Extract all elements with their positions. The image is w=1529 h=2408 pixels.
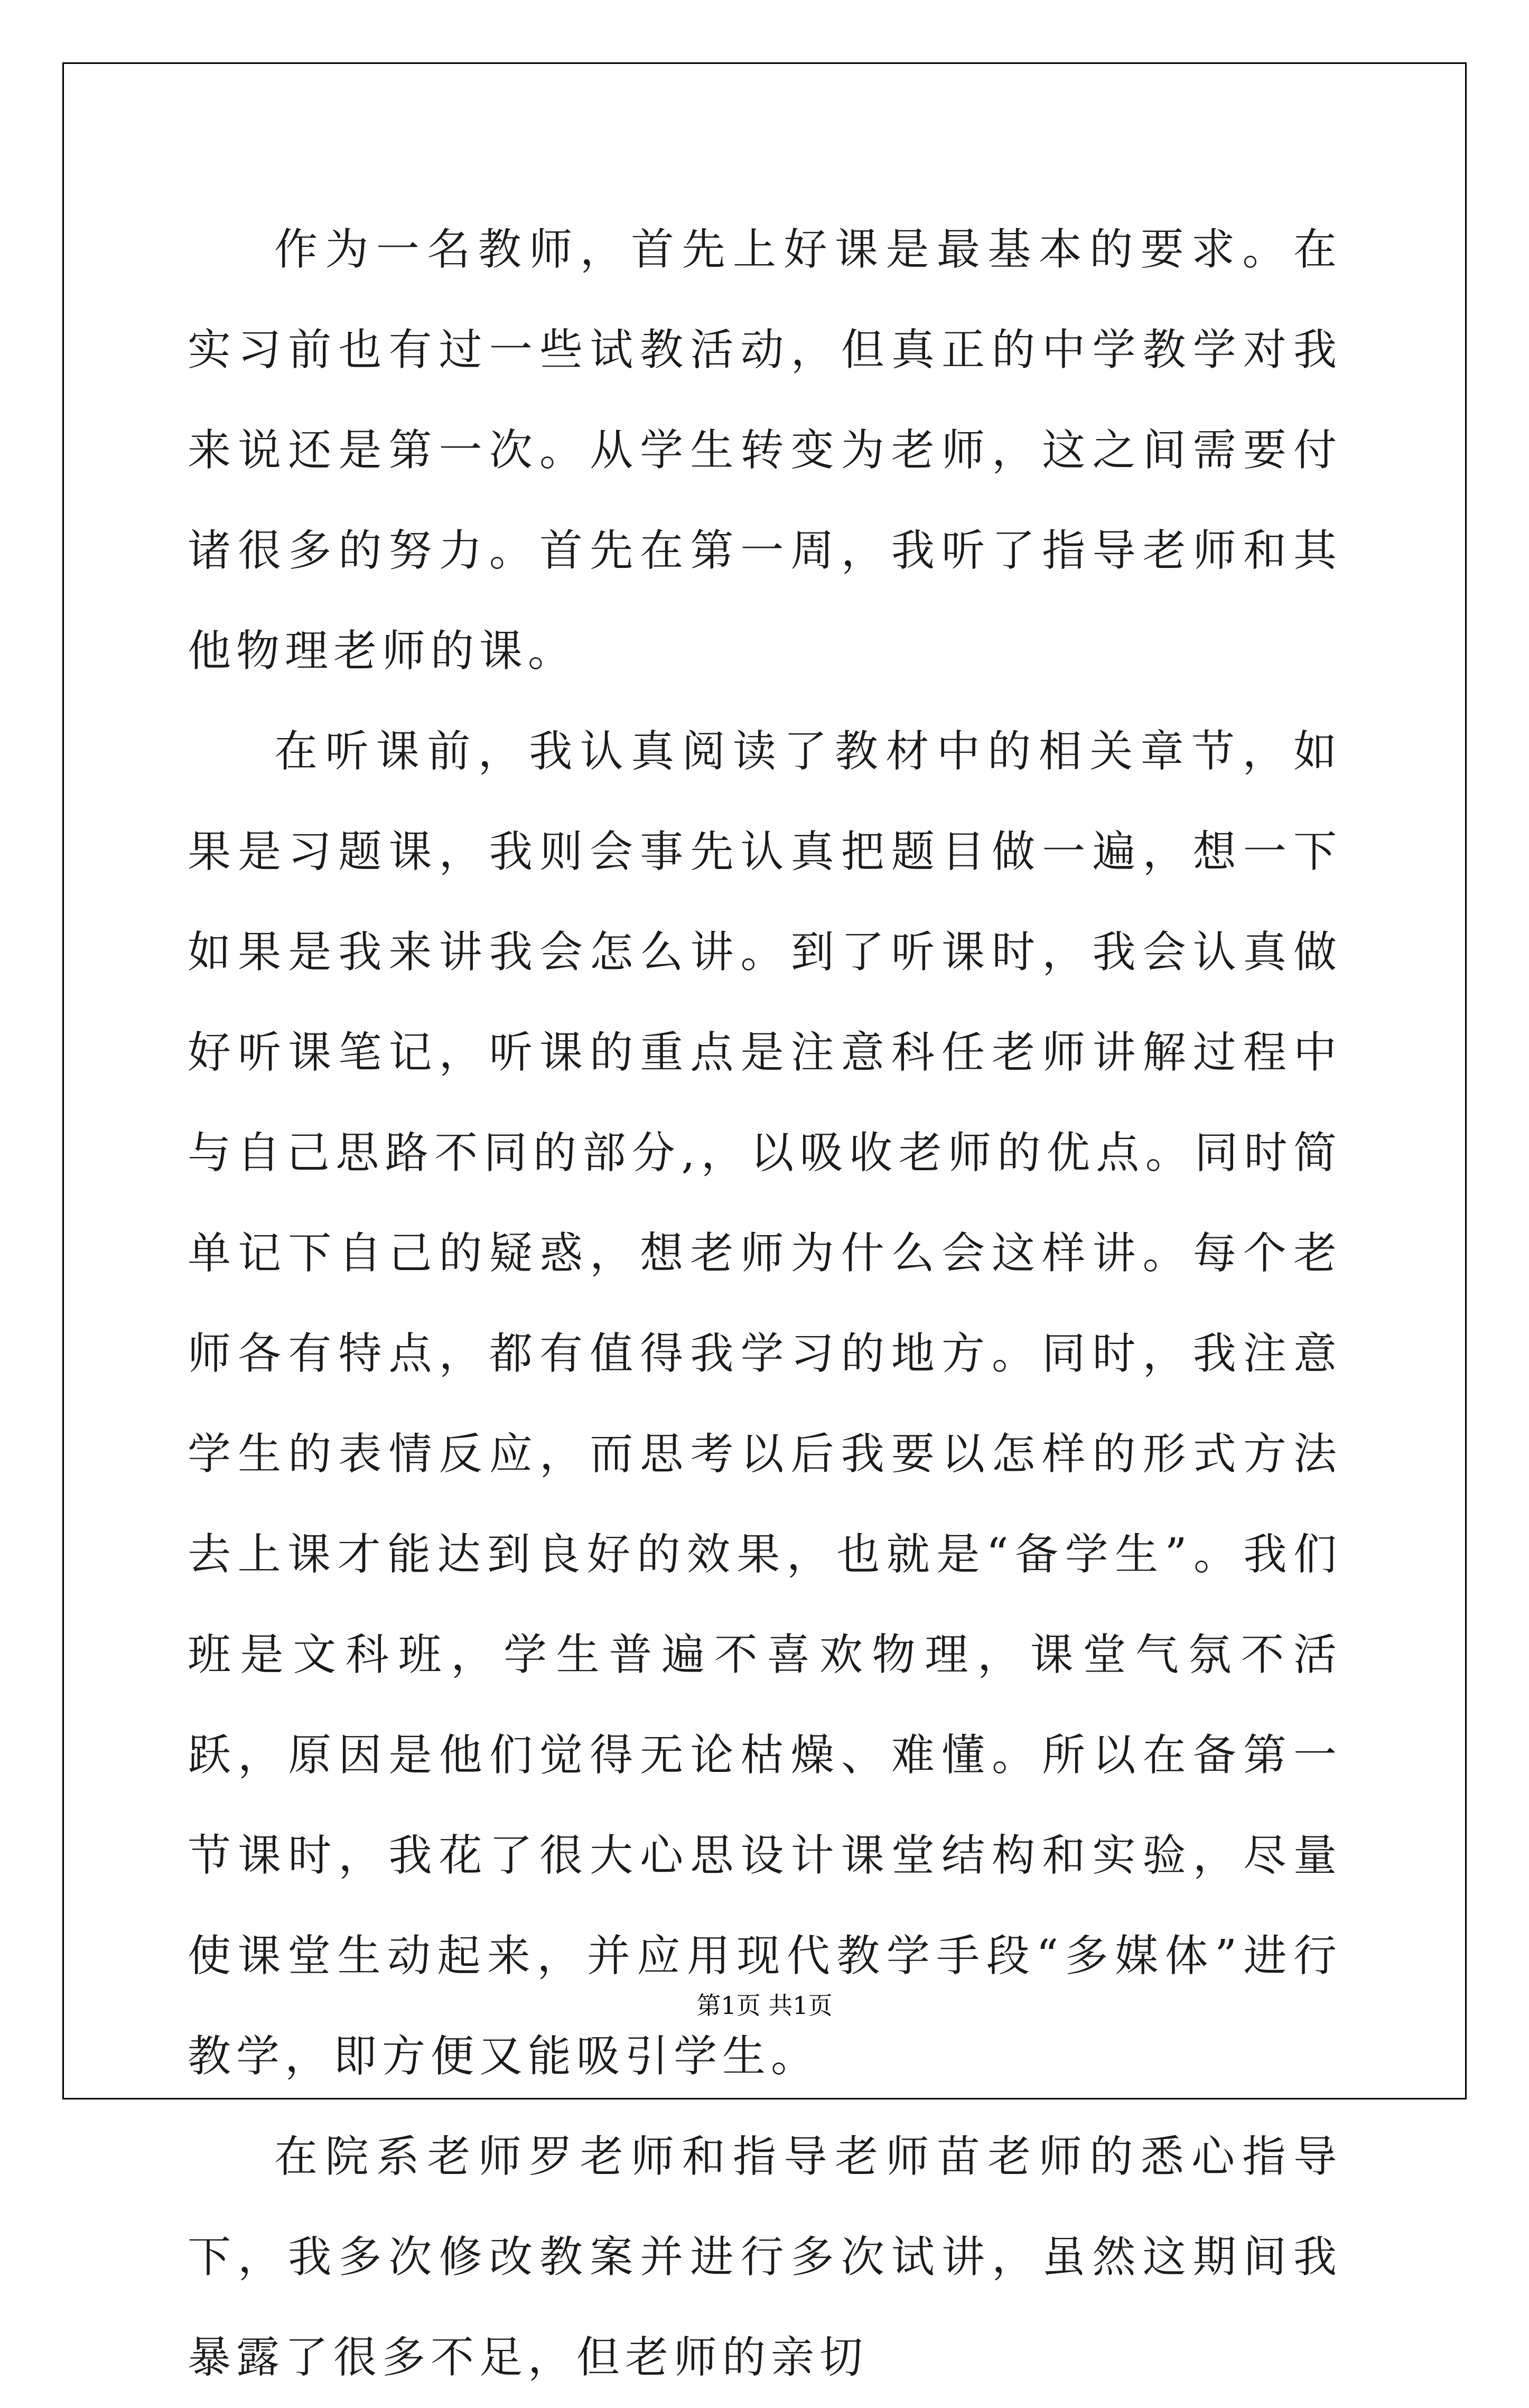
paragraph-2: 在听课前，我认真阅读了教材中的相关章节，如果是习题课，我则会事先认真把题目做一遍，想一下如果是我来讲我会怎么讲。到了听课时，我会认真做好听课笔记，听课的重点是注意科任老师讲解过程中与自己思路不同的部分,，以吸收老师的优点。同时简单记下自己的疑惑，想老师为什么会这样讲。每个老师各有特点，都有值得我学习的地方。同时，我注意学生的表情反应，而思考以后我要以怎样的形式方法去上课才能达到良好的效果，也就是“备学生”。我们班是文科班，学生普遍不喜欢物理，课堂气氛不活跃，原因是他们觉得无论枯燥、难懂。所以在备第一节课时，我花了很大心思设计课堂结构和实验，尽量使课堂生动起来，并应用现代教学手段“多媒体”进行教学，即方便又能吸引学生。 (188, 726, 1342, 2082)
paragraph-1: 作为一名教师，首先上好课是最基本的要求。在实习前也有过一些试教活动，但真正的中学教学对我来说还是第一次。从学生转变为老师，这之间需要付诸很多的努力。首先在第一周，我听了指导老师和其他物理老师的课。 (188, 225, 1342, 676)
page-footer: 第1页 共1页 (696, 1991, 833, 2020)
document-body (188, 200, 1342, 2408)
paragraph-3: 在院系老师罗老师和指导老师苗老师的悉心指导下，我多次修改教案并进行多次试讲，虽然这期间我暴露了很多不足，但老师的亲切 (188, 2132, 1342, 2383)
